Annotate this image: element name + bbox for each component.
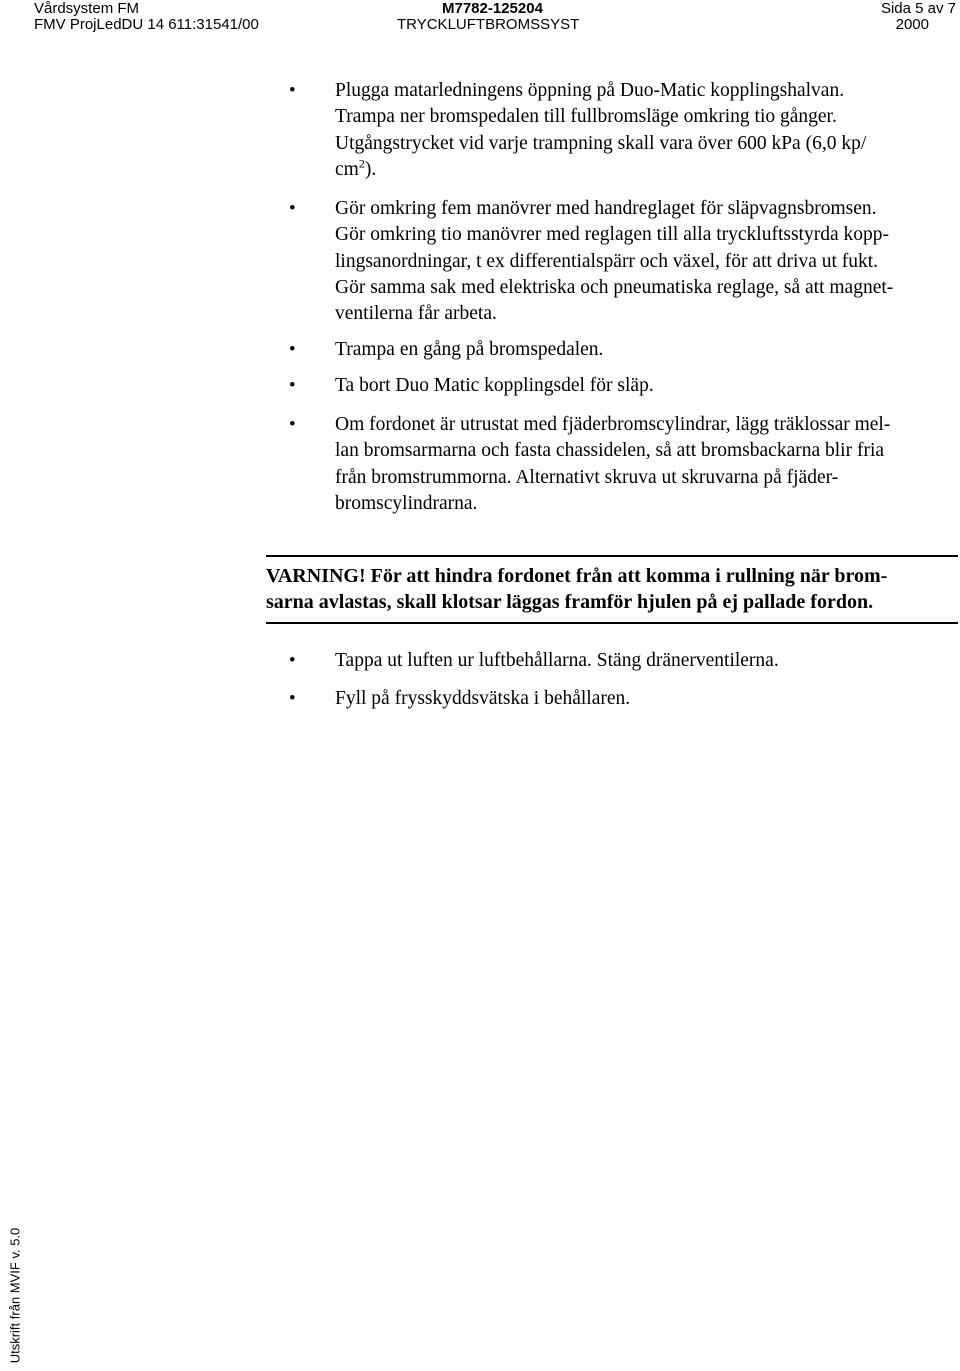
list-item [335, 648, 957, 674]
text-line [335, 157, 957, 183]
unit-text: cm [335, 158, 359, 180]
warning-bottom-rule [266, 622, 958, 624]
bullet-marker: • [289, 650, 296, 671]
bullet-marker: • [289, 688, 296, 709]
text-line: Ta bort Duo Matic kopplingsdel för släp. [335, 375, 654, 396]
print-source-label: Utskrift från MVIF v. 5.0 [7, 1227, 23, 1364]
warning-notice [266, 563, 958, 616]
bullet-marker: • [289, 198, 296, 219]
text-line: Trampa ner bromspedalen till fullbromsläge omkring tio gånger. [335, 106, 837, 128]
text-line: Utgångstrycket vid varje trampning skall vara över 600 kPa (6,0 kp/ [335, 132, 867, 154]
text-line: Fyll på frysskyddsvätska i behållaren. [335, 688, 631, 709]
header-system-name: Vårdsystem FM [34, 0, 140, 17]
bullet-marker: • [289, 414, 296, 435]
warning-line: VARNING! För att hindra fordonet från att komma i rullning när brom- [266, 565, 888, 587]
text-line: Gör omkring tio manövrer med reglagen till alla tryckluftsstyrda kopp- [335, 224, 889, 246]
warning-line: sarna avlastas, skall klotsar läggas framför hjulen på ej pallade fordon. [266, 591, 874, 614]
list-item [335, 337, 957, 363]
text-line: Plugga matarledningens öppning på Duo-Matic kopplingshalvan. [335, 80, 845, 101]
text-line: Tappa ut luften ur luftbehållarna. Stäng dränerventilerna. [335, 650, 779, 671]
header-year: 2000 [895, 16, 929, 33]
superscript-exponent: 2 [358, 156, 365, 171]
text-line: ventilerna får arbeta. [335, 303, 497, 325]
text-line: Trampa en gång på bromspedalen. [335, 339, 604, 360]
header-page-number: Sida 5 av 7 [880, 0, 956, 17]
list-item [335, 686, 957, 712]
bullet-marker: • [289, 80, 296, 101]
text-line: lan bromsarmarna och fasta chassidelen, så att bromsbackarna blir fria [335, 440, 885, 462]
text-line: Gör samma sak med elektriska och pneumatiska reglage, så att magnet- [335, 276, 894, 298]
unit-suffix: ). [364, 158, 377, 180]
text-line: bromscylindrarna. [335, 492, 478, 514]
bullet-marker: • [289, 375, 296, 396]
text-line: från bromstrummorna. Alternativt skruva ut skruvarna på fjäder- [335, 466, 839, 488]
list-item [335, 196, 957, 327]
header-document-number: M7782-125204 [442, 0, 543, 17]
warning-top-rule [266, 555, 958, 557]
list-item [335, 78, 957, 183]
header-project-ref: FMV ProjLedDU 14 611:31541/00 [34, 16, 259, 33]
header-document-title: TRYCKLUFTBROMSSYST [397, 16, 580, 33]
list-item [335, 412, 957, 517]
text-line: Om fordonet är utrustat med fjäderbromscylindrar, lägg träklossar mel- [335, 414, 891, 435]
bullet-marker: • [289, 339, 296, 360]
list-item [335, 373, 957, 399]
text-line: Gör omkring fem manövrer med handreglaget för släpvagnsbromsen. [335, 198, 877, 219]
text-line: lingsanordningar, t ex differentialspärr och växel, för att driva ut fukt. [335, 250, 879, 272]
